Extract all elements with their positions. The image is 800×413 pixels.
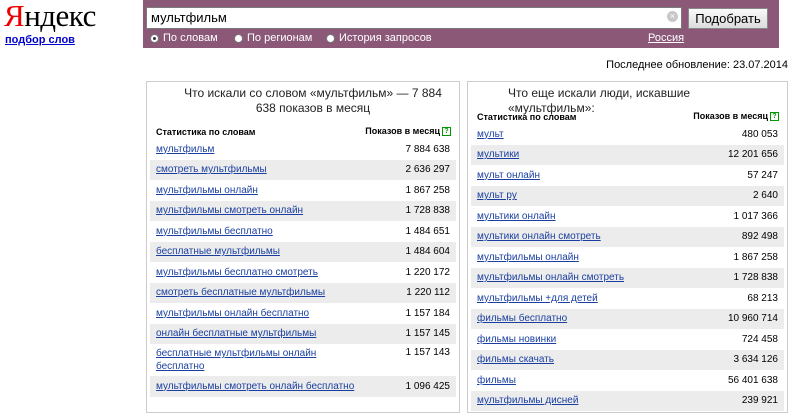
radio-label: По словам — [163, 32, 218, 44]
keyword-link[interactable]: смотреть бесплатные мультфильмы — [156, 287, 326, 299]
table-row — [150, 221, 456, 242]
table-row — [471, 124, 784, 145]
impressions-count: 1 484 604 — [405, 246, 450, 258]
table-row — [471, 329, 784, 350]
help-icon[interactable]: ? — [442, 127, 451, 136]
logo-first-letter: Я — [4, 0, 25, 33]
impressions-count: 1 728 838 — [733, 272, 778, 284]
right-results-list — [471, 124, 784, 411]
keyword-link[interactable]: фильмы новинки — [477, 333, 557, 345]
radio-label: По регионам — [247, 32, 313, 44]
table-row — [150, 262, 456, 283]
panel-searched-with-word — [146, 81, 460, 413]
impressions-count: 2 636 297 — [405, 164, 450, 176]
keyword-link[interactable]: онлайн бесплатные мультфильмы — [156, 328, 317, 340]
table-row — [471, 268, 784, 289]
region-link[interactable]: Россия — [648, 32, 685, 44]
keyword-link[interactable]: мульт — [477, 128, 504, 140]
impressions-count: 1 157 145 — [405, 328, 450, 340]
keyword-link[interactable]: мультфильмы бесплатно — [156, 225, 273, 237]
keyword-link[interactable]: смотреть мультфильмы — [156, 164, 267, 176]
impressions-count: 1 220 112 — [406, 287, 450, 299]
radio-checked-icon — [150, 34, 159, 43]
yandex-logo[interactable] — [4, 0, 114, 46]
radio-unchecked-icon — [326, 34, 335, 43]
radio-unchecked-icon — [234, 34, 243, 43]
wordstat-link[interactable]: подбор слов — [5, 34, 75, 46]
keyword-link[interactable]: фильмы бесплатно — [477, 313, 568, 325]
radio-by-regions[interactable] — [234, 32, 312, 44]
keyword-link[interactable]: мультфильмы онлайн смотреть — [477, 272, 625, 284]
impressions-count: 1 867 258 — [405, 184, 450, 196]
impressions-count: 1 484 651 — [405, 225, 450, 237]
impressions-count: 57 247 — [747, 169, 778, 181]
table-row — [150, 160, 456, 181]
col-header-words: Статистика по словам — [477, 112, 577, 122]
impressions-count: 12 201 656 — [727, 149, 778, 161]
impressions-count: 480 053 — [741, 128, 778, 140]
keyword-link[interactable]: мульт онлайн — [477, 169, 540, 181]
keyword-link[interactable]: мультфильмы смотреть онлайн — [156, 205, 304, 217]
impressions-count: 3 634 126 — [733, 354, 778, 366]
impressions-count: 1 867 258 — [733, 251, 778, 263]
impressions-count: 10 960 714 — [727, 313, 778, 325]
keyword-link[interactable]: фильмы скачать — [477, 354, 554, 366]
col-header-words: Статистика по словам — [156, 127, 256, 137]
table-row — [150, 283, 456, 304]
keyword-link[interactable]: мультфильмы бесплатно смотреть — [156, 266, 318, 278]
help-icon[interactable]: ? — [770, 112, 779, 121]
table-row — [150, 180, 456, 201]
table-row — [150, 242, 456, 263]
table-row — [471, 370, 784, 391]
keyword-link[interactable]: мультики онлайн — [477, 210, 556, 222]
impressions-count: 892 498 — [741, 231, 778, 243]
impressions-count: 1 220 172 — [405, 266, 450, 278]
table-row — [150, 324, 456, 345]
logo-wordmark — [4, 0, 114, 31]
table-row — [471, 165, 784, 186]
keyword-link[interactable]: мультфильмы дисней — [477, 395, 579, 407]
clear-icon[interactable]: × — [667, 11, 678, 22]
table-row — [471, 227, 784, 248]
impressions-count: 1 728 838 — [405, 205, 450, 217]
radio-query-history[interactable] — [326, 32, 432, 44]
keyword-link[interactable]: бесплатные мультфильмы — [156, 246, 280, 258]
impressions-count: 2 640 — [752, 190, 778, 202]
keyword-link[interactable]: мультфильмы онлайн бесплатно — [156, 307, 310, 319]
keyword-link[interactable]: мультфильмы онлайн — [156, 184, 258, 196]
panel-also-searched — [467, 81, 788, 413]
impressions-count: 724 458 — [741, 333, 778, 345]
table-row — [471, 206, 784, 227]
logo-rest-letters: ндекс — [24, 0, 96, 33]
col-header-count: Показов в месяц ? — [693, 111, 779, 121]
table-row — [471, 309, 784, 330]
keyword-link[interactable]: мульт ру — [477, 190, 517, 202]
table-row — [150, 376, 456, 397]
impressions-count: 1 017 366 — [733, 210, 778, 222]
keyword-link[interactable]: мультфильм — [156, 143, 215, 155]
impressions-count: 7 884 638 — [405, 143, 450, 155]
radio-by-words[interactable] — [150, 32, 218, 44]
last-updated: Последнее обновление: 23.07.2014 — [606, 59, 788, 71]
keyword-link[interactable]: фильмы — [477, 374, 516, 386]
keyword-link[interactable]: мультфильмы смотреть онлайн бесплатно — [156, 380, 355, 392]
keyword-link[interactable]: мультики — [477, 149, 520, 161]
impressions-count: 1 157 143 — [405, 347, 450, 358]
impressions-count: 239 921 — [741, 395, 778, 407]
table-row — [150, 201, 456, 222]
table-row — [150, 139, 456, 160]
col-header-count: Показов в месяц ? — [365, 126, 451, 136]
table-row — [471, 391, 784, 412]
table-row — [471, 350, 784, 371]
impressions-count: 1 096 425 — [405, 380, 450, 392]
table-row — [471, 288, 784, 309]
table-row — [150, 303, 456, 324]
radio-label: История запросов — [339, 32, 432, 44]
panel-title: Что еще искали люди, искавшие «мультфильм»: — [508, 86, 691, 115]
search-input[interactable]: мультфильм — [146, 7, 682, 29]
impressions-count: 68 213 — [747, 292, 778, 304]
left-results-list — [150, 139, 456, 397]
keyword-link[interactable]: мультфильмы онлайн — [477, 251, 579, 263]
search-button[interactable]: Подобрать — [688, 8, 768, 29]
table-row — [471, 145, 784, 166]
table-row — [471, 186, 784, 207]
impressions-count: 56 401 638 — [727, 374, 778, 386]
keyword-link[interactable]: мультики онлайн смотреть — [477, 231, 601, 243]
panel-title: Что искали со словом «мультфильм» — 7 884 638 показов в месяц — [184, 86, 442, 115]
table-row — [150, 344, 456, 376]
impressions-count: 1 157 184 — [405, 307, 450, 319]
keyword-link[interactable]: бесплатные мультфильмы онлайн бесплатно — [156, 348, 317, 372]
table-row — [471, 247, 784, 268]
keyword-link[interactable]: мультфильмы +для детей — [477, 292, 598, 304]
